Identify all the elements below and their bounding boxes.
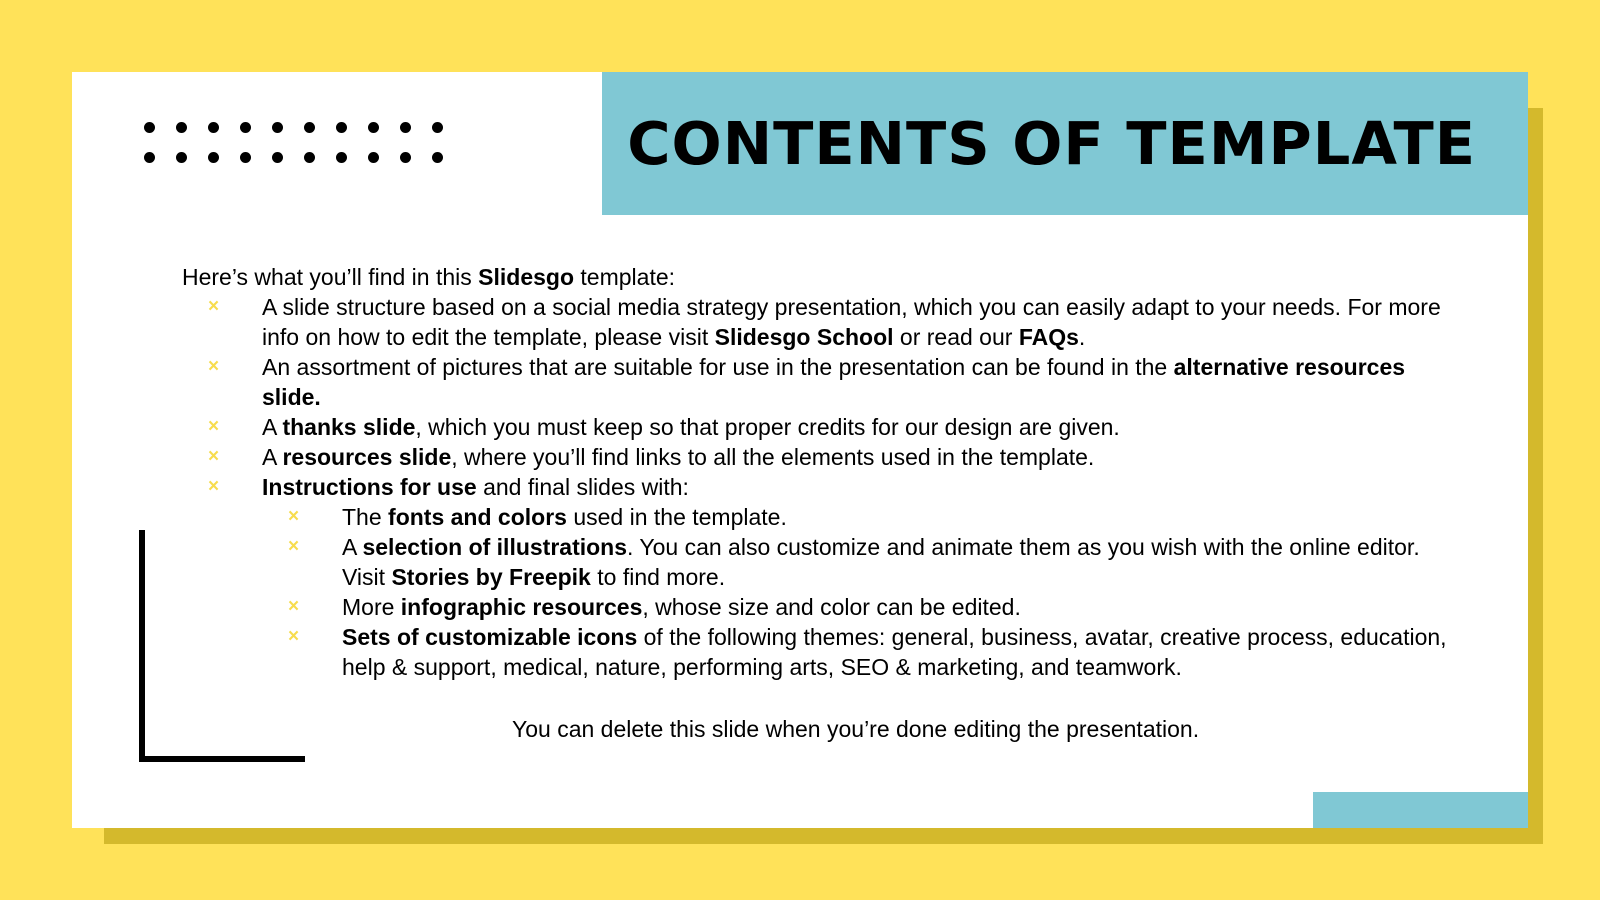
dot-icon: [144, 152, 155, 163]
nested-list-item: [262, 502, 1462, 532]
item-bold: Stories by Freepik: [391, 564, 591, 590]
slide-card: [72, 72, 1528, 828]
item-bold: Sets of customizable icons: [342, 624, 638, 650]
item-bold: resources slide: [282, 444, 452, 470]
item-bold: Slidesgo School: [714, 324, 894, 350]
title-bar: [602, 72, 1528, 215]
item-bold: Instructions for use: [262, 474, 477, 500]
item-text: .: [1078, 324, 1086, 350]
item-text: used in the template.: [566, 504, 787, 530]
nested-list-item: [262, 622, 1462, 682]
x-bullet-icon: ×: [208, 476, 220, 497]
intro-bold: Slidesgo: [478, 264, 575, 290]
nested-list-item: [262, 592, 1462, 622]
item-text: A slide structure based on a social media strategy presentation, which you can easily adapt to your needs. For more info on how to edit the template, please visit: [262, 294, 1441, 350]
dot-icon: [208, 152, 219, 163]
x-bullet-icon: ×: [208, 416, 220, 437]
list-item: [182, 442, 1462, 472]
item-bold: selection of illustrations: [362, 534, 628, 560]
corner-bracket-horizontal: [139, 756, 305, 762]
x-bullet-icon: ×: [288, 506, 300, 527]
item-bold: thanks slide: [282, 414, 416, 440]
slide-title: CONTENTS OF TEMPLATE: [627, 109, 1476, 178]
dot-grid-decoration: [144, 122, 444, 162]
dot-icon: [400, 122, 411, 133]
dot-icon: [368, 152, 379, 163]
dot-icon: [400, 152, 411, 163]
item-text: A: [262, 414, 283, 440]
item-bold: alternative resources slide.: [262, 354, 1406, 410]
dot-icon: [272, 122, 283, 133]
nested-list-item: [262, 532, 1462, 592]
item-text: , which you must keep so that proper credits for our design are given.: [415, 414, 1120, 440]
dot-icon: [432, 152, 443, 163]
intro-line: [182, 262, 1462, 292]
dot-icon: [432, 122, 443, 133]
list-item: [182, 472, 1462, 682]
dot-icon: [272, 152, 283, 163]
item-text: and final slides with:: [476, 474, 689, 500]
list-item: [182, 292, 1462, 352]
x-bullet-icon: ×: [288, 626, 300, 647]
item-text: The: [342, 504, 389, 530]
item-text: to find more.: [590, 564, 726, 590]
dot-icon: [336, 122, 347, 133]
intro-text-end: template:: [574, 264, 676, 290]
item-bold: infographic resources: [400, 594, 643, 620]
list-item: [182, 412, 1462, 442]
dot-icon: [336, 152, 347, 163]
dot-icon: [208, 122, 219, 133]
item-bold: FAQs: [1018, 324, 1079, 350]
nested-list: [262, 502, 1462, 682]
item-text: , whose size and color can be edited.: [642, 594, 1021, 620]
item-text: A: [262, 444, 283, 470]
dot-icon: [304, 152, 315, 163]
slide-content: [182, 262, 1462, 744]
x-bullet-icon: ×: [208, 356, 220, 377]
dot-icon: [368, 122, 379, 133]
corner-bracket-vertical: [139, 530, 145, 762]
item-text: of the following themes: general, business, avatar, creative process, education, help & support, medical, nature, performing arts, SEO & marketing, and teamwork.: [342, 624, 1447, 680]
intro-text: Here’s what you’ll find in this: [182, 264, 479, 290]
dot-icon: [144, 122, 155, 133]
item-text: More: [342, 594, 401, 620]
teal-accent-block: [1313, 792, 1528, 828]
item-text: or read our: [893, 324, 1019, 350]
closing-note: You can delete this slide when you’re done editing the presentation.: [512, 716, 1200, 742]
list-item: [182, 352, 1462, 412]
item-text: A: [342, 534, 363, 560]
x-bullet-icon: ×: [288, 596, 300, 617]
dot-icon: [240, 152, 251, 163]
x-bullet-icon: ×: [208, 446, 220, 467]
item-bold: fonts and colors: [388, 504, 567, 530]
item-text: . You can also customize and animate them as you wish with the online editor. Visit: [342, 534, 1420, 590]
dot-icon: [304, 122, 315, 133]
x-bullet-icon: ×: [288, 536, 300, 557]
item-text: , where you’ll find links to all the elements used in the template.: [451, 444, 1095, 470]
x-bullet-icon: ×: [208, 296, 220, 317]
dot-icon: [176, 122, 187, 133]
dot-icon: [176, 152, 187, 163]
dot-icon: [240, 122, 251, 133]
contents-list: [182, 292, 1462, 682]
item-text: An assortment of pictures that are suitable for use in the presentation can be found in the: [262, 354, 1174, 380]
